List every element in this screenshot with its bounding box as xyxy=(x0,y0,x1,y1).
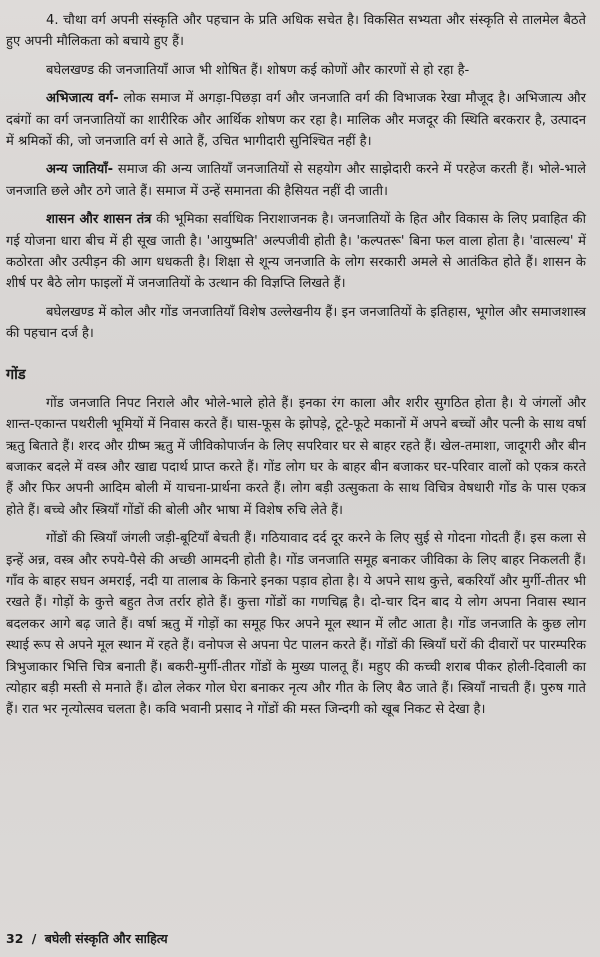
page-number: 32 xyxy=(6,931,24,946)
paragraph-government xyxy=(6,209,586,295)
paragraph-other-castes-text: समाज की अन्य जातियाँ जनजातियों से सहयोग और साझेदारी करने में परहेज करती हैं। भोले-भाले जनजाति छले और ठगे जाते हैं। समाज में उन्हें समानता की हैसियत नहीं दी जाती। xyxy=(6,162,586,199)
paragraph-government-text: की भूमिका सर्वाधिक निराशाजनक है। जनजातियों के हित और विकास के लिए प्रवाहित की गई योजना धारा बीच में ही सूख जाती है। 'आयुष्मति' अल्पजीवी होती है। 'कल्पतरू' बिना फल वाला होता है। 'वात्सल्य' में कठोरता और उत्पीड़न की आग धधकती है। शिक्षा से शून्य जनजाति के लोग सरकारी अमले से आतंकित होते हैं। शासन के शीर्ष पर बैठे लोग फाइलों में जनजातियों के उत्थान की विज्ञप्ति लिखते हैं। xyxy=(6,212,586,292)
paragraph-elite-class-text: लोक समाज में अगड़ा-पिछड़ा वर्ग और जनजाति वर्ग की विभाजक रेखा मौजूद है। अभिजात्य और दबंगों का वर्ग जनजातियों का शारीरिक और आर्थिक शोषण कर रहा है। मालिक और मजदूर की स्थिति बरकरार है, उत्पादन में श्रमिकों की, जो जनजाति वर्ग से आते हैं, उचित भागीदारी सुनिश्चित नहीं है। xyxy=(6,91,587,150)
paragraph-elite-class xyxy=(6,88,586,152)
paragraph-fourth-class: 4. चौथा वर्ग अपनी संस्कृति और पहचान के प्रति अधिक सचेत है। विकसित सभ्यता और संस्कृति से तालमेल बैठते हुए अपनी मौलिकता को बचाये हुए हैं। xyxy=(6,13,586,50)
term-government: शासन और शासन तंत्र xyxy=(46,212,152,228)
footer-separator: / xyxy=(31,931,37,946)
book-title: बघेली संस्कृति और साहित्य xyxy=(44,931,168,946)
paragraph-gond-women: गोंडों की स्त्रियाँ जंगली जड़ी-बूटियाँ बेचती हैं। गठियावाद दर्द दूर करने के लिए सुई से गोदना गोदती हैं। इस कला से इन्हें अन्न, वस्त्र और रुपये-पैसे की अच्छी आमदनी होती है। गोंड जनजाति समूह बनाकर जीविका के लिए बाहर निकलती हैं। गाँव के बाहर सघन अमराई, नदी या तालाब के किनारे इनका पड़ाव होता है। ये अपने साथ कुत्ते, बकरियाँ और मुर्गी-तीतर भी रखते हैं। गोड़ों के कुत्ते बहुत तेज तर्रार होते हैं। कुत्ता गोंडों का गणचिह्न है। दो-चार दिन बाद ये लोग अपना निवास स्थान बदलकर आगे बढ़ जाते हैं। वर्षा ऋतु में गोड़ों का समूह फिर अपने मूल स्थान में लौट आता है। गोंड जनजाति के कुछ लोग स्थाई रूप से अपने मूल स्थान में रहते हैं। वनोपज से अपना पेट पालन करते हैं। गोंडों की स्त्रियाँ घरों की दीवारों पर पारम्परिक त्रिभुजाकार भित्ति चित्र बनाती हैं। बकरी-मुर्गी-तीतर गोंडों के मुख्य पालतू हैं। महुए की कच्ची शराब पीकर होली-दिवाली का त्योहार बड़ी मस्ती से मनाते हैं। ढोल लेकर गोल घेरा बनाकर नृत्य और गीत के लिए बैठ जाते हैं। स्त्रियाँ नाचती हैं। पुरुष गाते हैं। रात भर नृत्योत्सव चलता है। कवि भवानी प्रसाद ने गोंडों की मस्त जिन्दगी को खूब निकट से देखा है। xyxy=(6,531,586,718)
paragraph-other-castes xyxy=(6,159,586,202)
term-elite-class: अभिजात्य वर्ग- xyxy=(46,91,119,107)
paragraph-kol-gond: बघेलखण्ड में कोल और गोंड जनजातियाँ विशेष उल्लेखनीय हैं। इन जनजातियों के इतिहास, भूगोल और समाजशास्त्र की पहचान दर्ज है। xyxy=(6,304,586,342)
paragraph-exploitation-intro: बघेलखण्ड की जनजातियाँ आज भी शोषित हैं। शोषण कई कोणों और कारणों से हो रहा है- xyxy=(46,62,470,78)
page-footer xyxy=(6,930,168,947)
section-heading-gond: गोंड xyxy=(6,366,26,383)
paragraph-gond-intro: गोंड जनजाति निपट निराले और भोले-भाले होते हैं। इनका रंग काला और शरीर सुगठित होता है। ये जंगलों और शान्त-एकान्त पथरीली भूमियों में निवास करते हैं। घास-फूस के झोपड़े, टूटे-फूटे मकानों में अपने बच्चों और पत्नी के साथ वर्षा ऋतु बिताते हैं। शरद और ग्रीष्म ऋतु में जीविकोपार्जन के लिए सपरिवार घर से बाहर रहते हैं। खेल-तमाशा, जादूगरी और बीन बजाकर बदले में वस्त्र और खाद्य पदार्थ प्राप्त करते हैं। गोंड लोग घर के बाहर बीन बजाकर घर-परिवार वालों को एकत्र करते हैं और फिर अपनी आदिम बोली में याचना-प्रार्थना करते हैं। लोग बड़ी उत्सुकता के साथ विचित्र वेषधारी गोंड के पास एकत्र होते हैं। बच्चे और स्त्रियाँ गोंडों की बोली और भाषा में विशेष रुचि लेते हैं। xyxy=(6,395,586,518)
term-other-castes: अन्य जातियाँ- xyxy=(46,162,114,178)
